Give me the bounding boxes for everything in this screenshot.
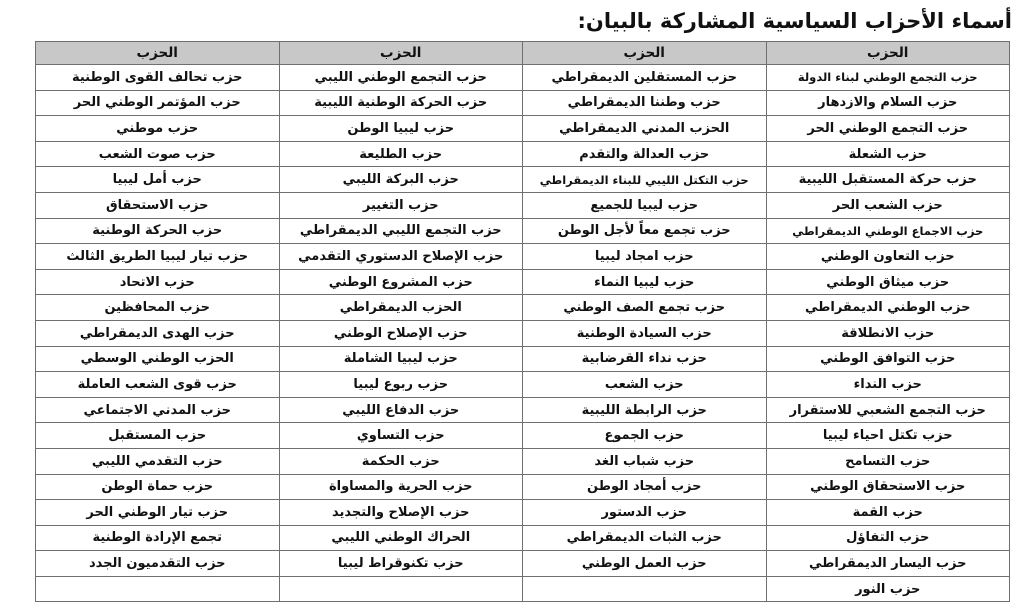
party-cell: حزب الثبات الديمقراطي (523, 525, 767, 551)
party-cell: حزب الحركة الوطنية الليبية (279, 90, 523, 116)
table-row (36, 448, 1010, 474)
party-cell: حزب الدفاع الليبي (279, 397, 523, 423)
party-cell: حزب الجموع (523, 423, 767, 449)
party-cell: حزب المدني الاجتماعي (36, 397, 280, 423)
party-cell: حزب أمجاد الوطن (523, 474, 767, 500)
party-cell: حزب وطننا الديمقراطي (523, 90, 767, 116)
table-row (36, 551, 1010, 577)
column-header: الحزب (279, 42, 523, 65)
party-cell: حزب الدستور (523, 500, 767, 526)
party-cell: حزب السيادة الوطنية (523, 320, 767, 346)
party-cell: حزب ربوع ليبيا (279, 372, 523, 398)
party-cell: تجمع الإرادة الوطنية (36, 525, 280, 551)
party-cell: حزب تجمع الصف الوطني (523, 295, 767, 321)
party-cell: حزب الشعب (523, 372, 767, 398)
party-cell: حزب امجاد ليبيا (523, 244, 767, 270)
table-row (36, 295, 1010, 321)
party-cell: حزب تكتل احياء ليبيا (766, 423, 1010, 449)
party-cell: حزب الاتحاد (36, 269, 280, 295)
column-header: الحزب (766, 42, 1010, 65)
party-cell: حزب قوى الشعب العاملة (36, 372, 280, 398)
party-cell: الحراك الوطني الليبي (279, 525, 523, 551)
table-row (36, 474, 1010, 500)
party-cell: حزب ميثاق الوطني (766, 269, 1010, 295)
table-header (36, 42, 1010, 65)
party-cell: حزب ليبيا الشاملة (279, 346, 523, 372)
party-cell: حزب تيار الوطني الحر (36, 500, 280, 526)
party-cell: حزب النداء (766, 372, 1010, 398)
party-cell: حزب حركة المستقبل الليبية (766, 167, 1010, 193)
party-cell: الحزب المدني الديمقراطي (523, 116, 767, 142)
table-row (36, 192, 1010, 218)
party-cell: حزب تكنوقراط ليبيا (279, 551, 523, 577)
party-cell: حزب ليبيا الوطن (279, 116, 523, 142)
party-cell: حزب نداء القرضابية (523, 346, 767, 372)
table-row (36, 269, 1010, 295)
party-cell (523, 576, 767, 602)
party-cell: حزب المشروع الوطني (279, 269, 523, 295)
party-cell: حزب ليبيا النماء (523, 269, 767, 295)
party-cell: حزب تجمع معاً لأجل الوطن (523, 218, 767, 244)
party-cell: حزب التقدمي الليبي (36, 448, 280, 474)
table-row (36, 576, 1010, 602)
party-cell: حزب التجمع الشعبي للاستقرار (766, 397, 1010, 423)
party-cell: حزب البركة الليبي (279, 167, 523, 193)
party-cell: الحزب الديمقراطي (279, 295, 523, 321)
party-cell: حزب السلام والازدهار (766, 90, 1010, 116)
party-cell: حزب حماة الوطن (36, 474, 280, 500)
party-cell: حزب النور (766, 576, 1010, 602)
party-cell: حزب الإصلاح والتجديد (279, 500, 523, 526)
party-cell: حزب تحالف القوى الوطنية (36, 65, 280, 91)
party-cell: حزب المحافظين (36, 295, 280, 321)
table-row (36, 90, 1010, 116)
party-cell: حزب القمة (766, 500, 1010, 526)
party-cell: حزب التجمع الليبي الديمقراطي (279, 218, 523, 244)
table-row (36, 320, 1010, 346)
party-cell: حزب الحرية والمساواة (279, 474, 523, 500)
parties-table (35, 41, 1010, 602)
table-row (36, 397, 1010, 423)
party-cell (36, 576, 280, 602)
column-header: الحزب (36, 42, 280, 65)
party-cell: حزب المستقبل (36, 423, 280, 449)
party-cell: حزب الطليعة (279, 141, 523, 167)
party-cell: حزب الشعلة (766, 141, 1010, 167)
table-row (36, 525, 1010, 551)
party-cell (279, 576, 523, 602)
party-cell: حزب التقدميون الجدد (36, 551, 280, 577)
party-cell: حزب التعاون الوطني (766, 244, 1010, 270)
party-cell: حزب الاستحقاق (36, 192, 280, 218)
party-cell: حزب الإصلاح الوطني (279, 320, 523, 346)
party-cell: حزب الإصلاح الدستوري التقدمي (279, 244, 523, 270)
party-cell: حزب الحكمة (279, 448, 523, 474)
party-cell: حزب تيار ليبيا الطريق الثالث (36, 244, 280, 270)
party-cell: حزب العدالة والتقدم (523, 141, 767, 167)
party-cell: حزب التسامح (766, 448, 1010, 474)
table-row (36, 218, 1010, 244)
table-row (36, 141, 1010, 167)
table-row (36, 65, 1010, 91)
party-cell: حزب موطني (36, 116, 280, 142)
party-cell: حزب المؤتمر الوطني الحر (36, 90, 280, 116)
party-cell: حزب المستقلين الديمقراطي (523, 65, 767, 91)
party-cell: حزب التفاؤل (766, 525, 1010, 551)
party-cell: حزب صوت الشعب (36, 141, 280, 167)
party-cell: حزب الرابطة الليبية (523, 397, 767, 423)
party-cell: حزب الوطني الديمقراطي (766, 295, 1010, 321)
party-cell: حزب ليبيا للجميع (523, 192, 767, 218)
column-header: الحزب (523, 42, 767, 65)
party-cell: حزب التجمع الوطني الحر (766, 116, 1010, 142)
party-cell: حزب التجمع الوطني لبناء الدولة (766, 65, 1010, 91)
table-row (36, 116, 1010, 142)
party-cell: حزب التكتل الليبي للبناء الديمقراطي (523, 167, 767, 193)
party-cell: حزب التجمع الوطني الليبي (279, 65, 523, 91)
table-row (36, 372, 1010, 398)
party-cell: حزب العمل الوطني (523, 551, 767, 577)
page-title: أسماء الأحزاب السياسية المشاركة بالبيان: (577, 9, 1012, 33)
party-cell: حزب اليسار الديمقراطي (766, 551, 1010, 577)
party-cell: حزب الاستحقاق الوطني (766, 474, 1010, 500)
party-cell: حزب الهدى الديمقراطي (36, 320, 280, 346)
party-cell: حزب شباب الغد (523, 448, 767, 474)
party-cell: حزب التوافق الوطني (766, 346, 1010, 372)
party-cell: حزب التساوي (279, 423, 523, 449)
table-row (36, 500, 1010, 526)
table-row (36, 167, 1010, 193)
table-body (36, 65, 1010, 602)
party-cell: الحزب الوطني الوسطي (36, 346, 280, 372)
party-cell: حزب الشعب الحر (766, 192, 1010, 218)
party-cell: حزب الانطلاقة (766, 320, 1010, 346)
party-cell: حزب الحركة الوطنية (36, 218, 280, 244)
party-cell: حزب التغيير (279, 192, 523, 218)
party-cell: حزب أمل ليبيا (36, 167, 280, 193)
table-row (36, 244, 1010, 270)
table-row (36, 423, 1010, 449)
party-cell: حزب الاجماع الوطني الديمقراطي (766, 218, 1010, 244)
table-row (36, 346, 1010, 372)
header-row (36, 42, 1010, 65)
